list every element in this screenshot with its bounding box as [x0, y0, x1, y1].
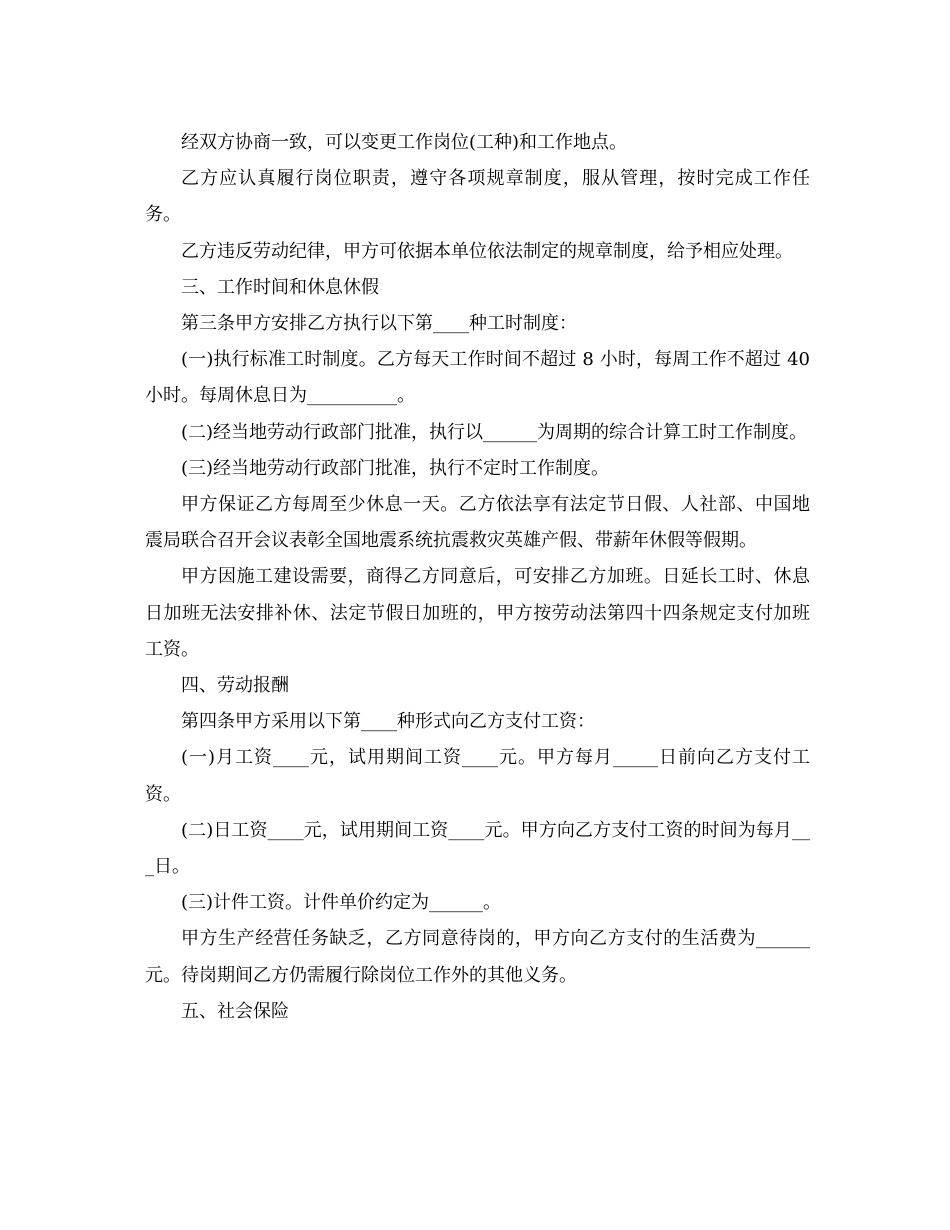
- paragraph-comprehensive-hours: (二)经当地劳动行政部门批准，执行以______为周期的综合计算工时工作制度。: [181, 421, 808, 443]
- document-body: [145, 125, 816, 1030]
- section-heading-working-hours: 三、工作时间和休息休假: [181, 276, 379, 298]
- paragraph-discipline: 乙方违反劳动纪律，甲方可依据本单位依法制定的规章制度，给予相应处理。: [181, 240, 793, 262]
- paragraph-overtime: 甲方因施工建设需要，商得乙方同意后，可安排乙方加班。日延长工时、休息日加班无法安排补休、法定节假日加班的，甲方按劳动法第四十四条规定支付加班工资。: [145, 566, 810, 660]
- paragraph-article-4: 第四条甲方采用以下第____种形式向乙方支付工资：: [181, 711, 595, 733]
- paragraph-standby: 甲方生产经营任务缺乏，乙方同意待岗的，甲方向乙方支付的生活费为______元。待岗期间乙方仍需履行除岗位工作外的其他义务。: [145, 928, 810, 986]
- paragraph-duties: 乙方应认真履行岗位职责，遵守各项规章制度，服从管理，按时完成工作任务。: [145, 168, 810, 226]
- paragraph-standard-hours: (一)执行标准工时制度。乙方每天工作时间不超过 8 小时，每周工作不超过 40 小时。每周休息日为__________。: [145, 349, 816, 407]
- paragraph-rest-days: 甲方保证乙方每周至少休息一天。乙方依法享有法定节日假、人社部、中国地震局联合召开会议表彰全国地震系统抗震救灾英雄产假、带薪年休假等假期。: [145, 494, 810, 552]
- paragraph-article-3: 第三条甲方安排乙方执行以下第____种工时制度：: [181, 313, 577, 335]
- paragraph-change-post: 经双方协商一致，可以变更工作岗位(工种)和工作地点。: [181, 132, 628, 153]
- section-heading-remuneration: 四、劳动报酬: [181, 675, 289, 697]
- paragraph-piece-wage: (三)计件工资。计件单价约定为______。: [181, 892, 502, 914]
- paragraph-flexible-hours: (三)经当地劳动行政部门批准，执行不定时工作制度。: [181, 457, 610, 479]
- paragraph-daily-wage: (二)日工资____元，试用期间工资____元。甲方向乙方支付工资的时间为每月___日。: [145, 819, 810, 878]
- paragraph-monthly-wage: (一)月工资____元，试用期间工资____元。甲方每月_____日前向乙方支付工资。: [145, 747, 810, 805]
- section-heading-social-insurance: 五、社会保险: [181, 1000, 289, 1022]
